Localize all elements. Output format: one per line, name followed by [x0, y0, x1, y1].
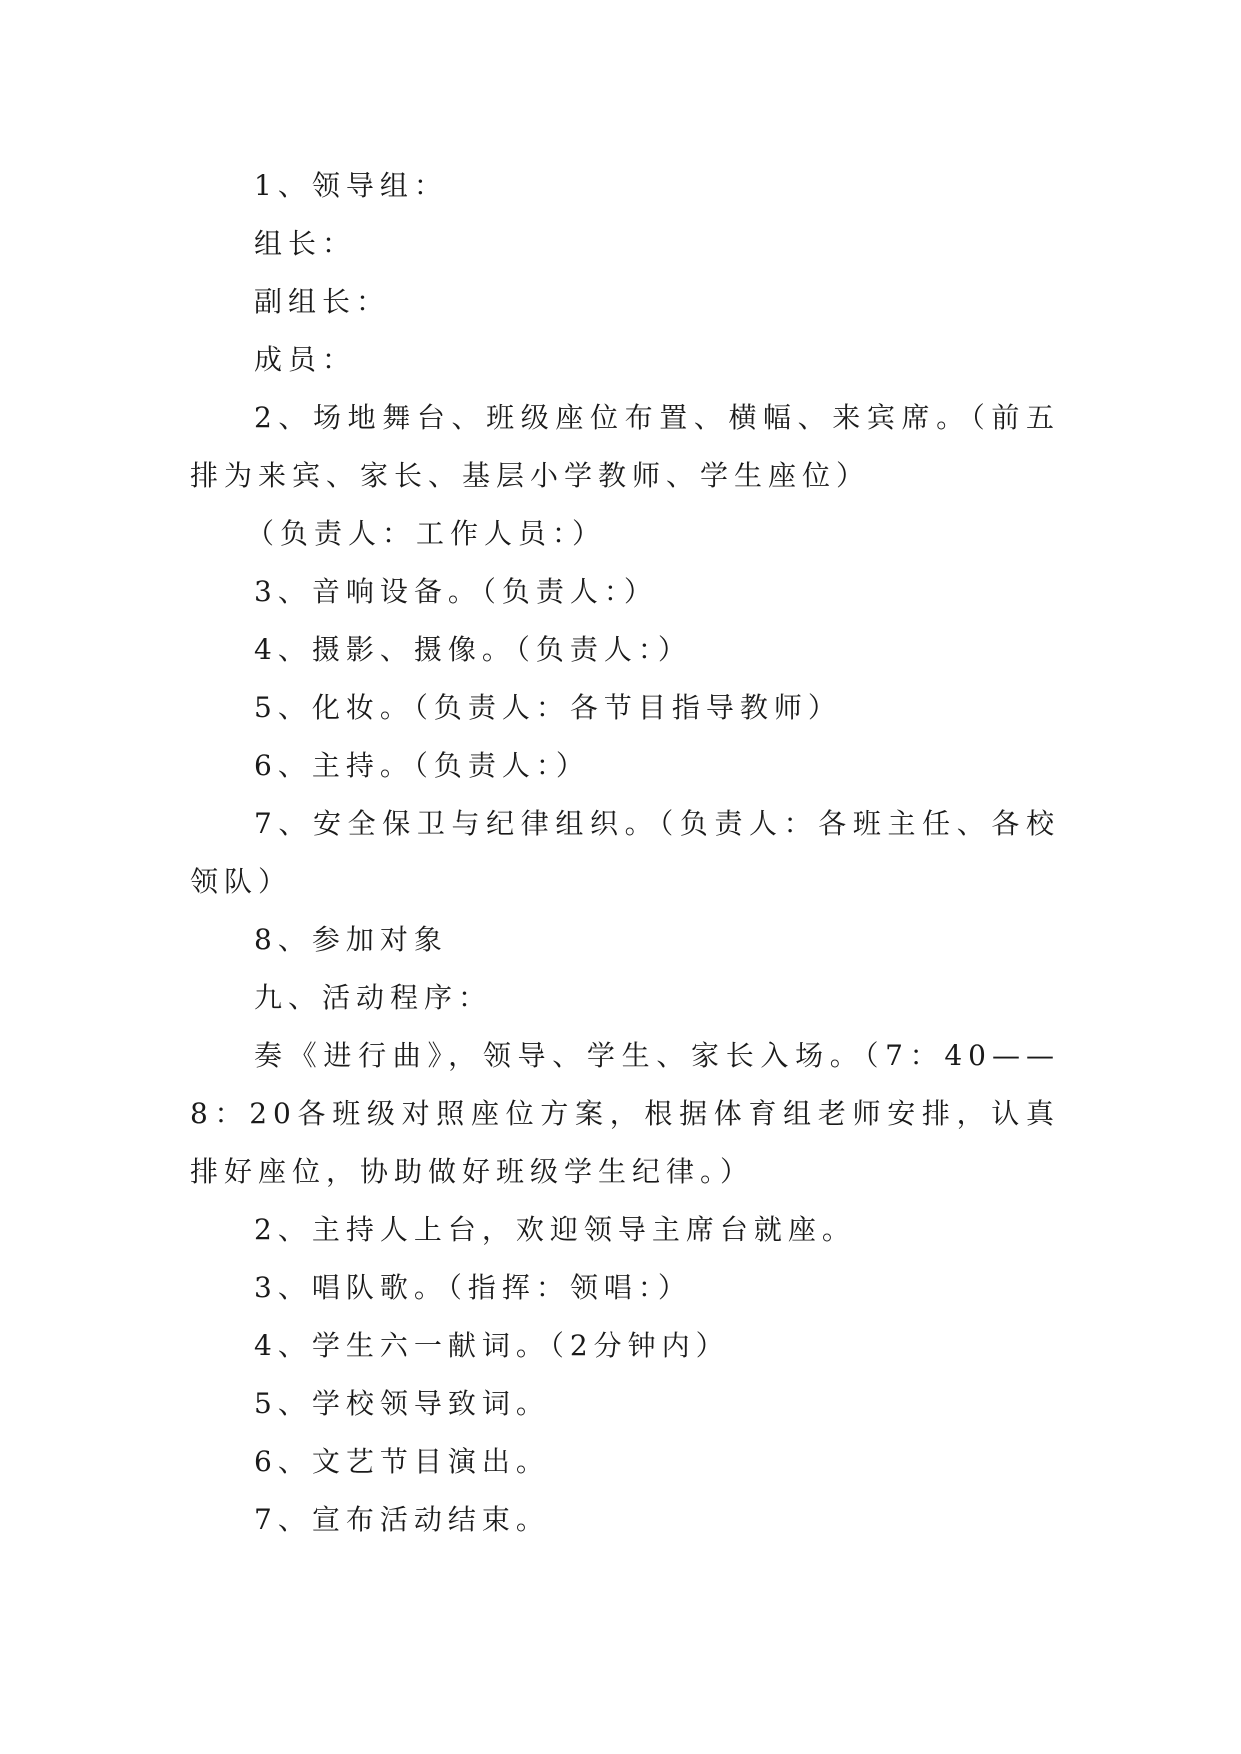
- paragraph-participants: 8、参加对象: [254, 923, 448, 956]
- paragraph-host: 6、主持。（负责人：）: [254, 749, 590, 782]
- paragraph-makeup: 5、化妆。（负责人：各节目指导教师）: [254, 691, 842, 724]
- paragraph-performance: 6、文艺节目演出。: [254, 1445, 550, 1478]
- paragraph-program-heading: 九、活动程序：: [254, 981, 493, 1014]
- paragraph-team-song: 3、唱队歌。（指挥：领唱：）: [254, 1271, 692, 1304]
- paragraph-photography: 4、摄影、摄像。（负责人：）: [254, 633, 692, 666]
- paragraph-group-leader: 组长：: [254, 227, 357, 260]
- paragraph-march-entry: 奏《进行曲》，领导、学生、家长入场。（7：40——8：20各班级对照座位方案，根据体育组老师安排，认真排好座位，协助做好班级学生纪律。）: [190, 1039, 1060, 1188]
- paragraph-venue-setup: 2、场地舞台、班级座位布置、横幅、来宾席。（前五排为来宾、家长、基层小学教师、学生座位）: [190, 401, 1060, 492]
- paragraph-deputy-leader: 副组长：: [254, 285, 391, 318]
- paragraph-host-stage: 2、主持人上台，欢迎领导主席台就座。: [254, 1213, 856, 1246]
- paragraph-closing: 7、宣布活动结束。: [254, 1503, 550, 1536]
- paragraph-venue-staff: （负责人：工作人员：）: [246, 517, 607, 550]
- paragraph-leadership-group: 1、领导组：: [254, 169, 448, 202]
- paragraph-audio: 3、音响设备。（负责人：）: [254, 575, 658, 608]
- paragraph-leader-speech: 5、学校领导致词。: [254, 1387, 550, 1420]
- paragraph-security: 7、安全保卫与纪律组织。（负责人：各班主任、各校领队）: [190, 807, 1060, 898]
- paragraph-members: 成员：: [254, 343, 357, 376]
- document-body: [190, 157, 1060, 1549]
- paragraph-student-speech: 4、学生六一献词。（2分钟内）: [254, 1329, 730, 1362]
